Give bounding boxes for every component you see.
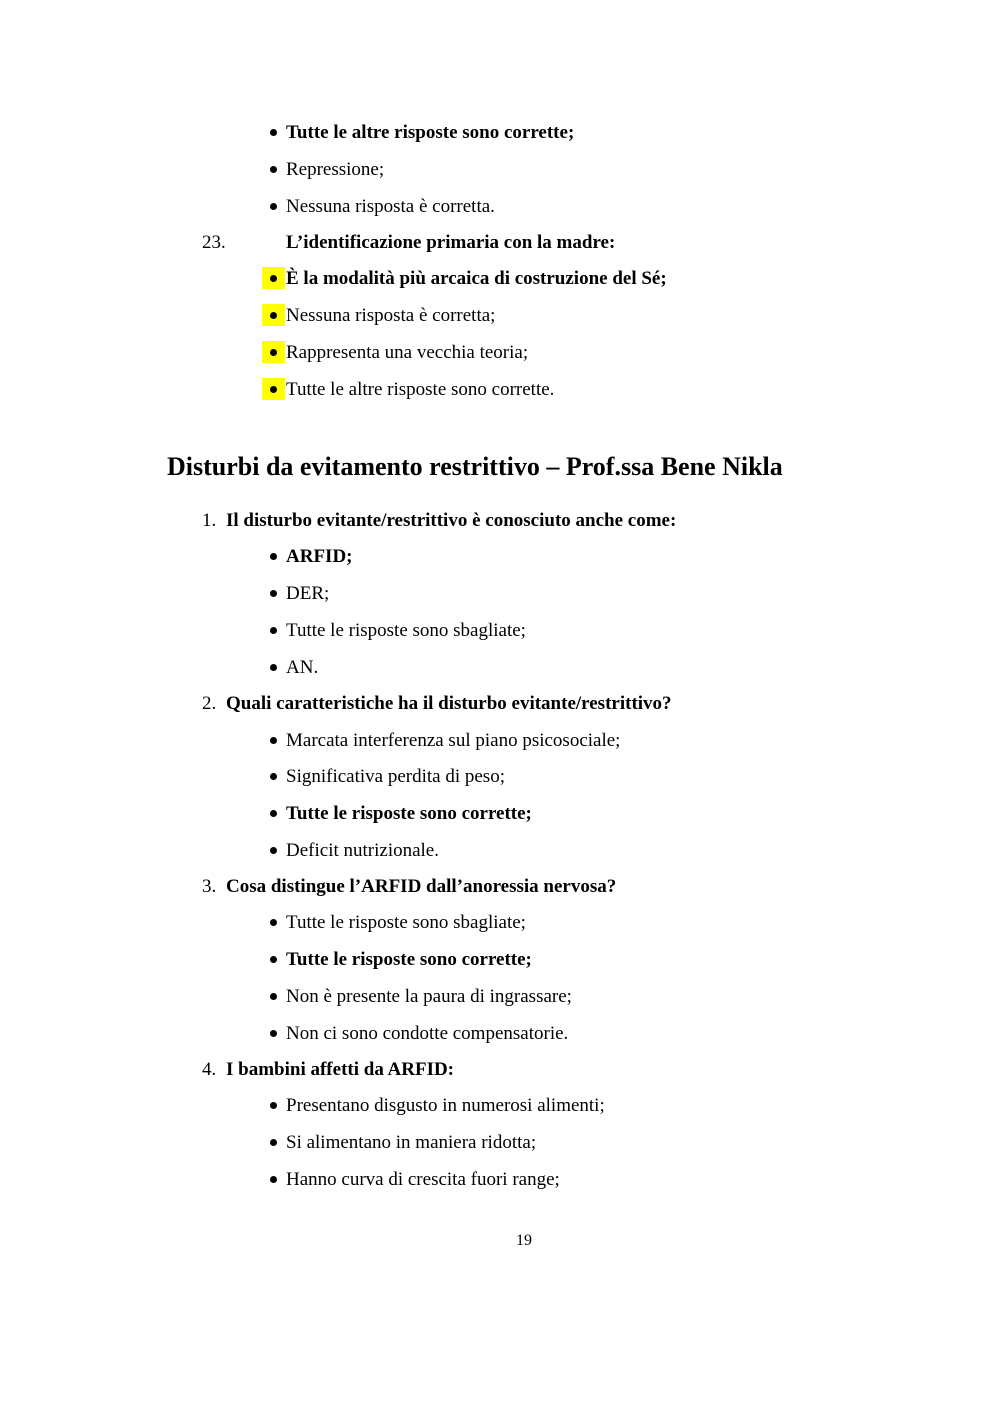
bullet-icon (262, 1168, 285, 1190)
answer-text: Tutte le risposte sono sbagliate; (286, 620, 526, 641)
question-number: 1. (202, 510, 217, 531)
answer-text: Si alimentano in maniera ridotta; (286, 1132, 537, 1153)
answer-text: DER; (286, 583, 330, 604)
highlighted-bullet-icon (262, 267, 285, 289)
answer-text: AN. (286, 657, 319, 678)
answer-text: Non è presente la paura di ingrassare; (286, 986, 572, 1007)
highlighted-bullet-icon (262, 304, 285, 326)
bullet-icon (262, 948, 285, 970)
question-number: 23. (202, 232, 226, 253)
bullet-icon (262, 545, 285, 567)
bullet-icon (262, 656, 285, 678)
question-text: I bambini affetti da ARFID: (226, 1059, 455, 1080)
bullet-icon (262, 729, 285, 751)
answer-text: ARFID; (286, 546, 353, 567)
answer-text: Nessuna risposta è corretta; (286, 305, 496, 326)
highlighted-bullet-icon (262, 341, 285, 363)
bullet-icon (262, 582, 285, 604)
bullet-icon (262, 619, 285, 641)
answer-text: Significativa perdita di peso; (286, 766, 505, 787)
answer-text: Marcata interferenza sul piano psicosociale; (286, 730, 621, 751)
question-text: Quali caratteristiche ha il disturbo evitante/restrittivo? (226, 693, 672, 714)
bullet-icon (262, 765, 285, 787)
answer-text: Nessuna risposta è corretta. (286, 196, 495, 217)
question-text: Cosa distingue l’ARFID dall’anoressia nervosa? (226, 876, 617, 897)
section-title: Disturbi da evitamento restrittivo – Prof.ssa Bene Nikla (167, 452, 783, 481)
bullet-icon (262, 1131, 285, 1153)
bullet-icon (262, 121, 285, 143)
answer-text: Tutte le risposte sono sbagliate; (286, 912, 526, 933)
bullet-icon (262, 911, 285, 933)
page-number: 19 (516, 1232, 532, 1249)
answer-text: Tutte le altre risposte sono corrette. (286, 379, 555, 400)
answer-text: Rappresenta una vecchia teoria; (286, 342, 529, 363)
bullet-icon (262, 1022, 285, 1044)
answer-text: Tutte le risposte sono corrette; (286, 949, 532, 970)
answer-text: È la modalità più arcaica di costruzione del Sé; (286, 268, 667, 289)
answer-text: Non ci sono condotte compensatorie. (286, 1023, 569, 1044)
answer-text: Deficit nutrizionale. (286, 840, 439, 861)
bullet-icon (262, 839, 285, 861)
question-number: 4. (202, 1059, 217, 1080)
bullet-icon (262, 195, 285, 217)
bullet-icon (262, 985, 285, 1007)
answer-text: Repressione; (286, 159, 385, 180)
question-number: 2. (202, 693, 217, 714)
highlighted-bullet-icon (262, 378, 285, 400)
bullet-icon (262, 802, 285, 824)
question-text: L’identificazione primaria con la madre: (286, 232, 616, 253)
answer-text: Hanno curva di crescita fuori range; (286, 1169, 560, 1190)
question-text: Il disturbo evitante/restrittivo è conosciuto anche come: (226, 510, 677, 531)
bullet-icon (262, 1094, 285, 1116)
answer-text: Tutte le altre risposte sono corrette; (286, 122, 575, 143)
bullet-icon (262, 158, 285, 180)
answer-text: Presentano disgusto in numerosi alimenti; (286, 1095, 605, 1116)
question-number: 3. (202, 876, 217, 897)
answer-text: Tutte le risposte sono corrette; (286, 803, 532, 824)
